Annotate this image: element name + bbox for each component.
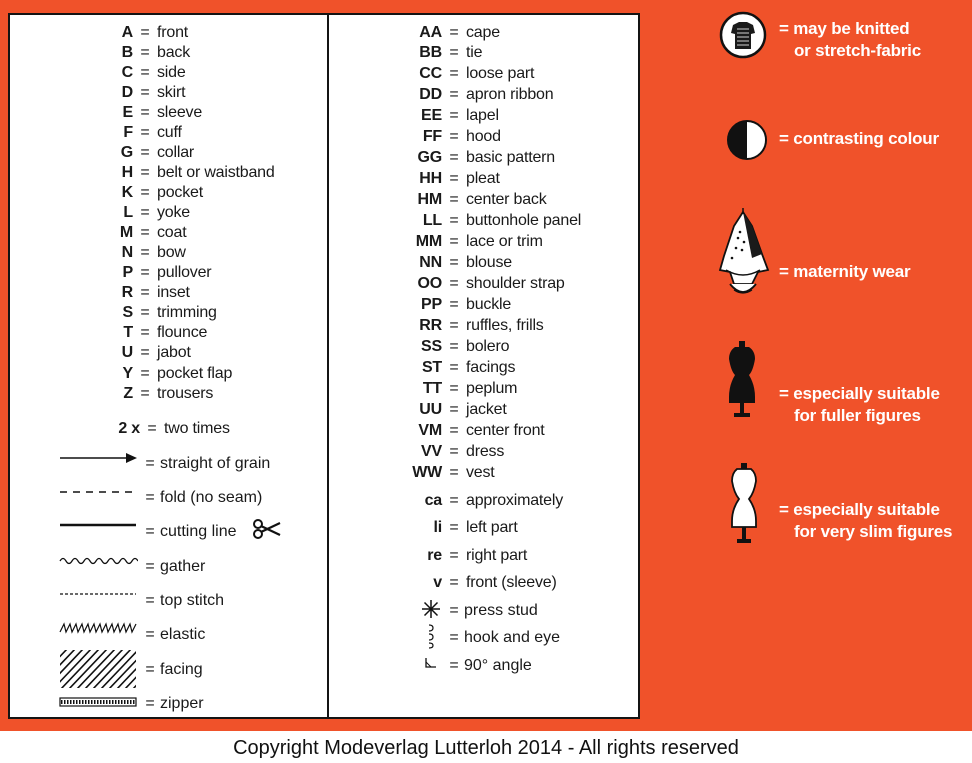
legend-row: ca = approximately — [424, 492, 564, 509]
legend-row: GG = basic pattern — [417, 149, 556, 166]
symbol-row: = elastic — [145, 626, 206, 643]
symbol-row: = cutting line — [145, 523, 237, 540]
legend-row: CC = loose part — [419, 65, 535, 82]
maternity-dress-icon — [712, 208, 774, 310]
symbol-row: = 90° angle — [449, 657, 532, 674]
legend-row: PP = buckle — [421, 296, 512, 313]
legend-row: D = skirt — [121, 84, 186, 101]
legend-row: TT = peplum — [422, 380, 518, 397]
legend-row: Z = trousers — [123, 385, 214, 402]
note-contrasting — [779, 128, 939, 150]
scissors-icon — [252, 518, 282, 540]
legend-row: UU = jacket — [419, 401, 507, 418]
note-fuller-figures — [779, 383, 940, 427]
legend-row: VM = center front — [418, 422, 545, 439]
legend-row: H = belt or waistband — [121, 164, 275, 181]
facing-hatch-icon — [58, 648, 138, 690]
note-slim-figures — [779, 499, 952, 543]
symbol-row: = facing — [145, 661, 203, 678]
top-stitch-dotted-icon — [58, 589, 138, 599]
white-dress-form-icon — [728, 463, 760, 547]
symbol-row: = top stitch — [145, 592, 225, 609]
note-line: for fuller figures — [794, 406, 921, 425]
note-line: = contrasting colour — [779, 129, 939, 148]
legend-row: S = trimming — [122, 304, 217, 321]
gather-wave-icon — [58, 555, 138, 567]
legend-row: RR = ruffles, frills — [419, 317, 544, 334]
note-maternity — [779, 261, 910, 283]
legend-row: FF = hood — [422, 128, 501, 145]
legend-row: F = cuff — [123, 124, 182, 141]
elastic-zigzag-icon — [58, 621, 138, 635]
legend-row: MM = lace or trim — [415, 233, 543, 250]
symbol-row: = gather — [145, 558, 206, 575]
legend-row: VV = dress — [421, 443, 505, 460]
legend-row: HH = pleat — [419, 170, 500, 187]
legend-row: WW = vest — [412, 464, 495, 481]
legend-row: M = coat — [119, 224, 187, 241]
right-angle-icon — [424, 657, 438, 669]
legend-row: R = inset — [121, 284, 190, 301]
legend-row: T = flounce — [123, 324, 208, 341]
hook-and-eye-icon — [425, 622, 437, 650]
legend-row: EE = lapel — [421, 107, 499, 124]
note-line: = may be knitted — [779, 19, 910, 38]
symbol-row: = press stud — [449, 602, 538, 619]
press-stud-asterisk-icon — [421, 599, 441, 619]
note-line: = especially suitable — [779, 384, 940, 403]
legend-row: P = pullover — [122, 264, 212, 281]
note-line: or stretch-fabric — [794, 41, 921, 60]
legend-row: C = side — [121, 64, 186, 81]
legend-row: B = back — [121, 44, 190, 61]
symbol-row: = hook and eye — [449, 629, 561, 646]
legend-row: re = right part — [427, 547, 528, 564]
note-line: = especially suitable — [779, 500, 940, 519]
legend-row: L = yoke — [123, 204, 190, 221]
legend-row: K = pocket — [121, 184, 203, 201]
legend-row: AA = cape — [419, 24, 500, 41]
legend-row-two-times: 2 x = two times — [118, 420, 230, 437]
legend-row: A = front — [121, 24, 189, 41]
symbol-row: = fold (no seam) — [145, 489, 263, 506]
half-circle-contrast-icon — [726, 119, 768, 161]
legend-row: ST = facings — [421, 359, 516, 376]
legend-row: G = collar — [120, 144, 195, 161]
legend-row: LL = buttonhole panel — [422, 212, 582, 229]
copyright-text: Copyright Modeverlag Lutterloh 2014 - All rights reserved — [233, 737, 739, 759]
note-line: = maternity wear — [779, 262, 911, 281]
knit-sweater-circle-icon — [719, 11, 767, 59]
straight-grain-arrow-icon — [58, 451, 138, 465]
legend-row: U = jabot — [121, 344, 191, 361]
legend-row: li = left part — [433, 519, 518, 536]
zipper-icon — [58, 696, 138, 708]
legend-row: SS = bolero — [421, 338, 510, 355]
legend-row: DD = apron ribbon — [419, 86, 554, 103]
legend-row: OO = shoulder strap — [417, 275, 565, 292]
cutting-line-icon — [58, 520, 138, 530]
black-dress-form-icon — [725, 341, 759, 421]
legend-row: HM = center back — [417, 191, 547, 208]
legend-row: N = bow — [121, 244, 186, 261]
legend-row: Y = pocket flap — [122, 365, 233, 382]
symbol-row: = straight of grain — [145, 455, 271, 472]
symbol-row: = zipper — [145, 695, 204, 712]
column-divider — [327, 13, 329, 719]
note-knitted — [779, 18, 921, 62]
note-line: for very slim figures — [794, 522, 953, 541]
legend-row: BB = tie — [419, 44, 483, 61]
legend-row: NN = blouse — [419, 254, 512, 271]
legend-row: E = sleeve — [122, 104, 203, 121]
legend-row: v = front (sleeve) — [433, 574, 557, 591]
fold-dashed-line-icon — [58, 487, 138, 497]
